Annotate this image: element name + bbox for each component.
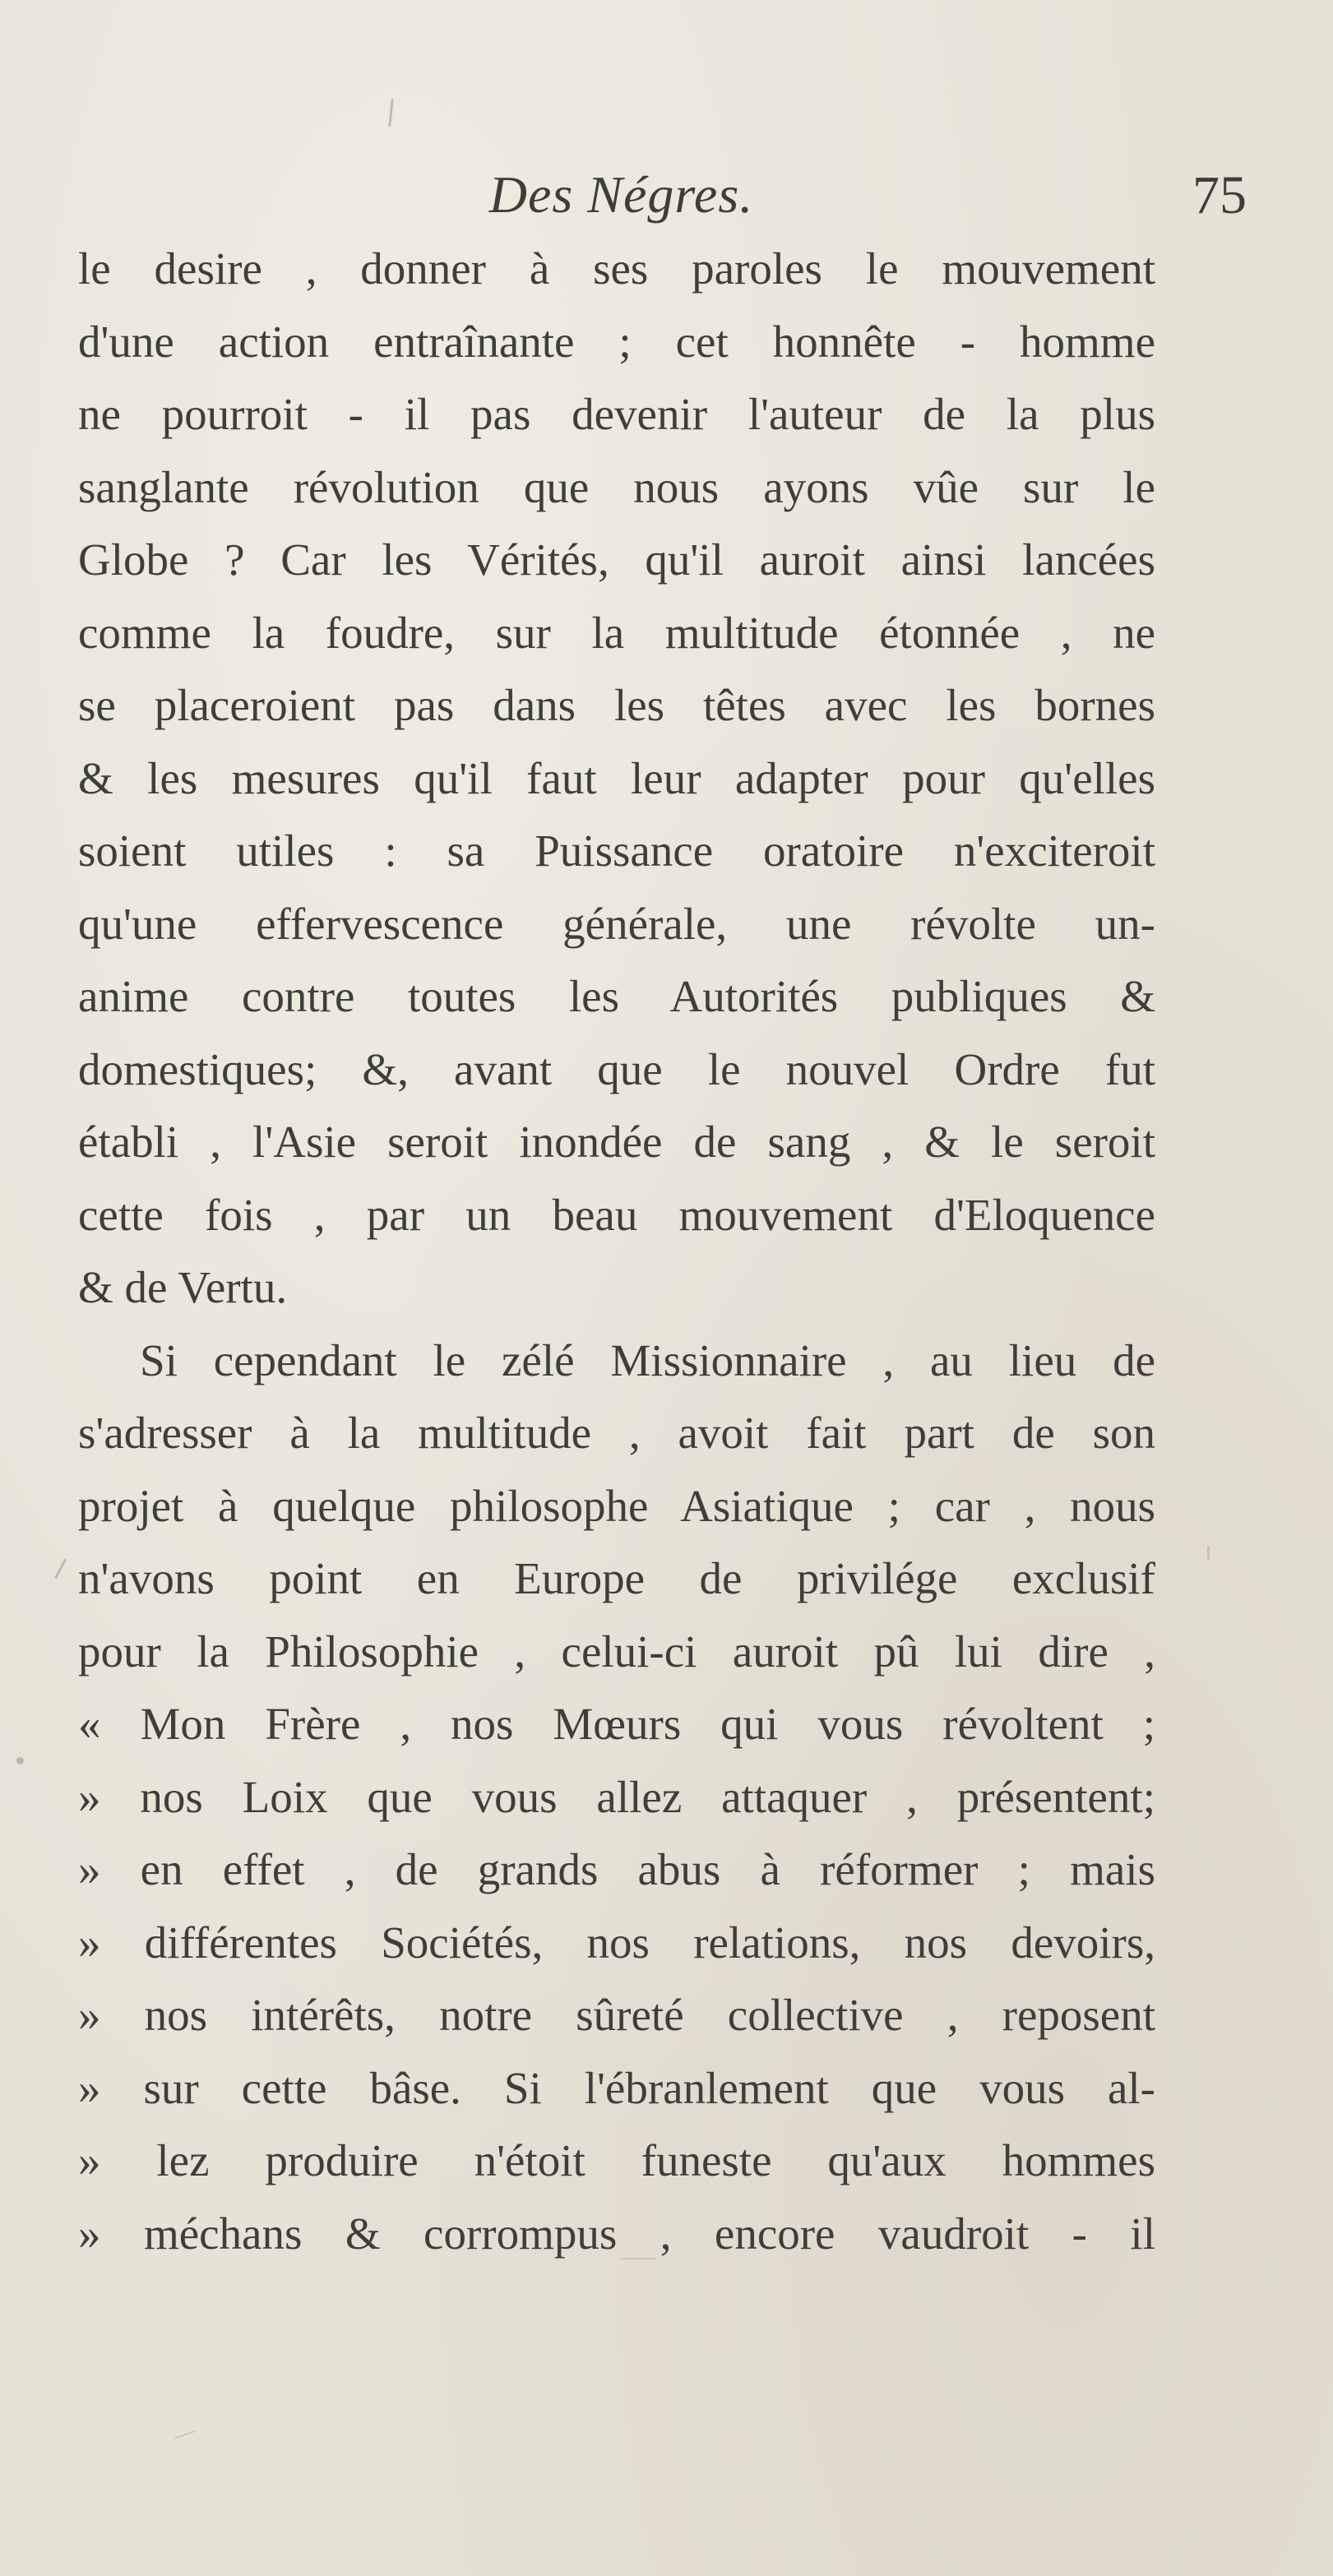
paper-speck — [1207, 1546, 1210, 1561]
body-text — [78, 233, 1155, 2270]
quote-line: » méchans & corrompus , encore vaudroit - il — [78, 2208, 1155, 2259]
text-line: pour la Philosophie , celui-ci auroit pû lui dire , — [78, 1626, 1155, 1676]
quote-line: » sur cette bâse. Si l'ébranlement que vous al- — [78, 2062, 1155, 2113]
running-title: Des Négres. — [488, 165, 754, 224]
paper-speck — [16, 1757, 24, 1764]
page-number: 75 — [1192, 165, 1247, 225]
quote-line: » nos intérêts, notre sûreté collective , reposent — [78, 1990, 1155, 2040]
text-line: le desire , donner à ses paroles le mouvement — [78, 243, 1155, 294]
text-line: sanglante révolution que nous ayons vûe sur le — [78, 461, 1155, 512]
paper-speck — [621, 2258, 655, 2259]
text-line: anime contre toutes les Autorités publiques & — [78, 971, 1155, 1021]
quote-line: » différentes Sociétés, nos relations, nos devoirs, — [78, 1917, 1155, 1968]
text-line: projet à quelque philosophe Asiatique ; car , nous — [78, 1480, 1155, 1531]
text-line: comme la foudre, sur la multitude étonnée , ne — [78, 607, 1155, 658]
paper-speck — [388, 99, 394, 127]
text-line: n'avons point en Europe de privilége exclusif — [78, 1553, 1155, 1603]
text-line: s'adresser à la multitude , avoit fait part de son — [78, 1408, 1155, 1458]
paragraph-start-line: Si cependant le zélé Missionnaire , au lieu de — [140, 1334, 1155, 1385]
text-line: d'une action entraînante ; cet honnête - homme — [78, 316, 1155, 367]
paragraph-end-line: & de Vertu. — [78, 1262, 288, 1312]
quote-line: « Mon Frère , nos Mœurs qui vous révoltent ; — [78, 1699, 1155, 1749]
text-line: établi , l'Asie seroit inondée de sang , & le seroit — [78, 1117, 1155, 1167]
quote-line: » nos Loix que vous allez attaquer , présentent; — [78, 1771, 1155, 1822]
paper-speck — [174, 2430, 195, 2440]
text-line: Globe ? Car les Vérités, qu'il auroit ainsi lancées — [78, 534, 1155, 585]
text-line: qu'une effervescence générale, une révolte un- — [78, 898, 1155, 949]
quote-line: » en effet , de grands abus à réformer ; mais — [78, 1844, 1155, 1894]
text-line: se placeroient pas dans les têtes avec les bornes — [78, 680, 1155, 730]
text-line: cette fois , par un beau mouvement d'Eloquence — [78, 1189, 1155, 1240]
text-line: & les mesures qu'il faut leur adapter pour qu'elles — [78, 752, 1155, 803]
text-line: domestiques; &, avant que le nouvel Ordre fut — [78, 1043, 1155, 1094]
page-header — [78, 164, 1247, 230]
paper-speck — [54, 1559, 67, 1579]
text-line: ne pourroit - il pas devenir l'auteur de la plus — [78, 389, 1155, 439]
text-line: soient utiles : sa Puissance oratoire n'exciteroit — [78, 826, 1155, 876]
quote-line: » lez produire n'étoit funeste qu'aux hommes — [78, 2135, 1155, 2185]
